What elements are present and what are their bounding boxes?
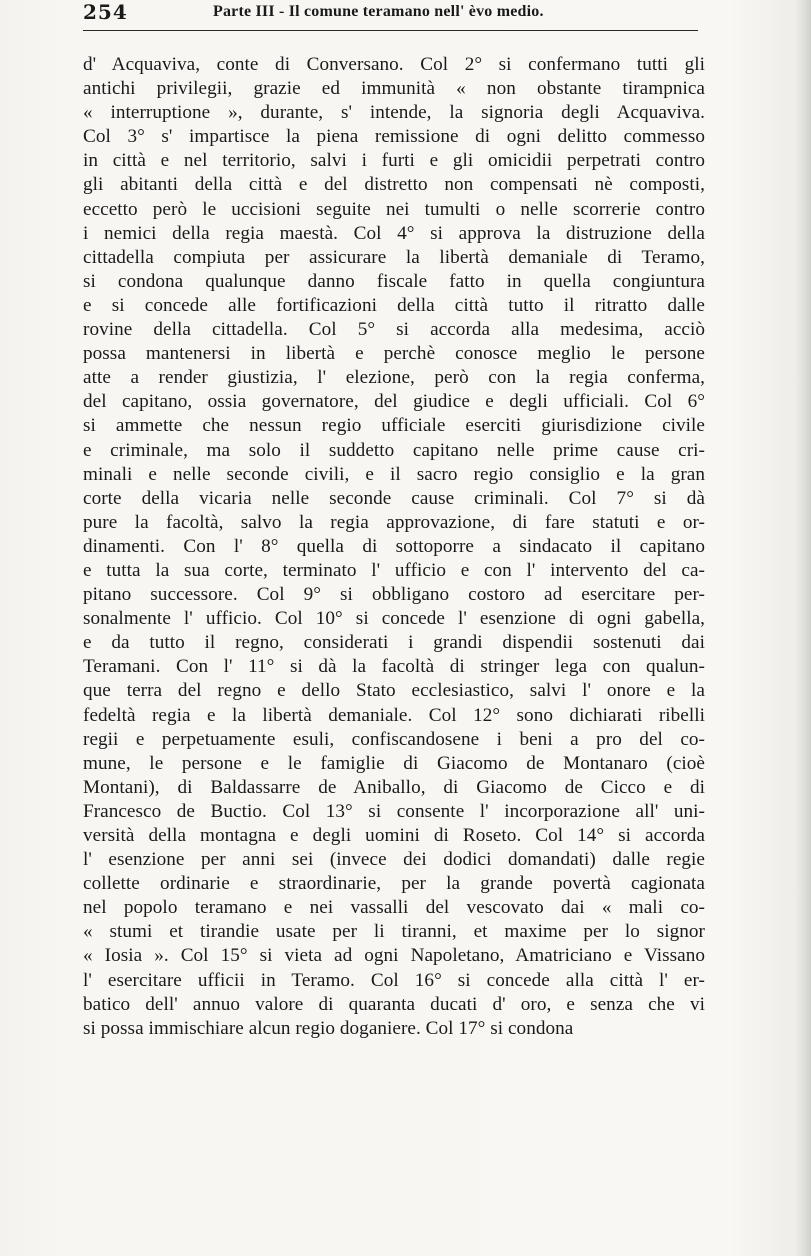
- running-head: Parte III - Il comune teramano nell' èvo medio.: [213, 3, 544, 20]
- text-line: eccetto però le uccisioni seguite nei tumulti o nelle scorrerie contro: [83, 198, 705, 220]
- text-line: regii e perpetuamente esuli, confiscandosene i beni a pro del co-: [83, 728, 705, 750]
- text-line: del capitano, ossia governatore, del giudice e degli ufficiali. Col 6°: [83, 391, 705, 413]
- text-line: corte della vicaria nelle seconde cause criminali. Col 7° si dà: [83, 487, 705, 509]
- text-line: rovine della cittadella. Col 5° si accorda alla medesima, acciò: [83, 319, 705, 341]
- text-line: Francesco de Buctio. Col 13° si consente l' incorporazione all' uni-: [83, 800, 705, 822]
- text-line: antichi privilegii, grazie ed immunità « non obstante tirampnica: [83, 78, 705, 100]
- text-line: batico dell' annuo valore di quaranta ducati d' oro, e senza che vi: [83, 993, 705, 1015]
- text-line: atte a render giustizia, l' elezione, però con la regia conferma,: [83, 367, 705, 389]
- text-line: i nemici della regia maestà. Col 4° si approva la distruzione della: [83, 222, 705, 244]
- text-line: sonalmente l' ufficio. Col 10° si concede l' esenzione di ogni gabella,: [83, 608, 705, 630]
- text-line: l' esercitare ufficii in Teramo. Col 16° si concede alla città l' er-: [83, 969, 705, 991]
- page-header: [83, 2, 698, 31]
- text-line: in città e nel territorio, salvi i furti e gli omicidii perpetrati contro: [83, 150, 705, 172]
- text-line: « Iosia ». Col 15° si vieta ad ogni Napoletano, Amatriciano e Vissano: [83, 945, 705, 967]
- page-number: 254: [83, 0, 128, 24]
- text-line: pure la facoltà, salvo la regia approvazione, di fare statuti e or-: [83, 511, 705, 533]
- text-line: minali e nelle seconde civili, e il sacro regio consiglio e la gran: [83, 463, 705, 485]
- text-line: versità della montagna e degli uomini di Roseto. Col 14° si accorda: [83, 825, 705, 846]
- text-line: si possa immischiare alcun regio doganiere. Col 17° si condona: [83, 1017, 574, 1039]
- text-line: nel popolo teramano e nei vassalli del vescovato dai « mali co-: [83, 897, 705, 919]
- text-line: que terra del regno e dello Stato ecclesiastico, salvi l' onore e la: [83, 680, 705, 702]
- text-line: cittadella compiuta per assicurare la libertà demaniale di Teramo,: [83, 246, 705, 268]
- text-line: gli abitanti della città e del distretto non compensati nè composti,: [83, 174, 705, 196]
- text-line: e criminale, ma solo il suddetto capitano nelle prime cause cri-: [83, 439, 705, 461]
- text-line: e da tutto il regno, considerati i grandi dispendii sostenuti dai: [83, 632, 705, 654]
- text-line: « stumi et tirandie usate per li tiranni, et maxime per lo signor: [83, 921, 705, 943]
- text-line: si condona qualunque danno fiscale fatto in quella congiuntura: [83, 270, 705, 292]
- text-line: « interruptione », durante, s' intende, la signoria degli Acquaviva.: [83, 102, 705, 124]
- body-text: [83, 53, 705, 1041]
- text-line: pitano successore. Col 9° si obbligano costoro ad esercitare per-: [83, 584, 705, 606]
- text-line: Montani), di Baldassarre de Aniballo, di Giacomo de Cicco e di: [83, 776, 705, 798]
- text-line: l' esenzione per anni sei (invece dei dodici domandati) dalle regie: [83, 849, 705, 871]
- text-line: e si concede alle fortificazioni della città tutto il ritratto dalle: [83, 294, 705, 316]
- text-line: mune, le persone e le famiglie di Giacomo de Montanaro (cioè: [83, 752, 705, 774]
- text-line: Teramani. Con l' 11° si dà la facoltà di stringer lega con qualun-: [83, 656, 705, 678]
- text-line: fedeltà regia e la libertà demaniale. Col 12° sono dichiarati ribelli: [83, 704, 705, 726]
- text-line: d' Acquaviva, conte di Conversano. Col 2° si confermano tutti gli: [83, 54, 705, 75]
- text-line: Col 3° s' impartisce la piena remissione di ogni delitto commesso: [83, 126, 705, 148]
- text-line: collette ordinarie e straordinarie, per la grande povertà cagionata: [83, 873, 705, 895]
- text-line: e tutta la sua corte, terminato l' ufficio e con l' intervento del ca-: [83, 559, 705, 581]
- text-line: si ammette che nessun regio ufficiale eserciti giurisdizione civile: [83, 415, 705, 437]
- page-edge-shadow: [795, 0, 811, 1256]
- text-line: possa mantenersi in libertà e perchè conosce meglio le persone: [83, 343, 705, 365]
- text-line: dinamenti. Con l' 8° quella di sottoporre a sindacato il capitano: [83, 535, 705, 557]
